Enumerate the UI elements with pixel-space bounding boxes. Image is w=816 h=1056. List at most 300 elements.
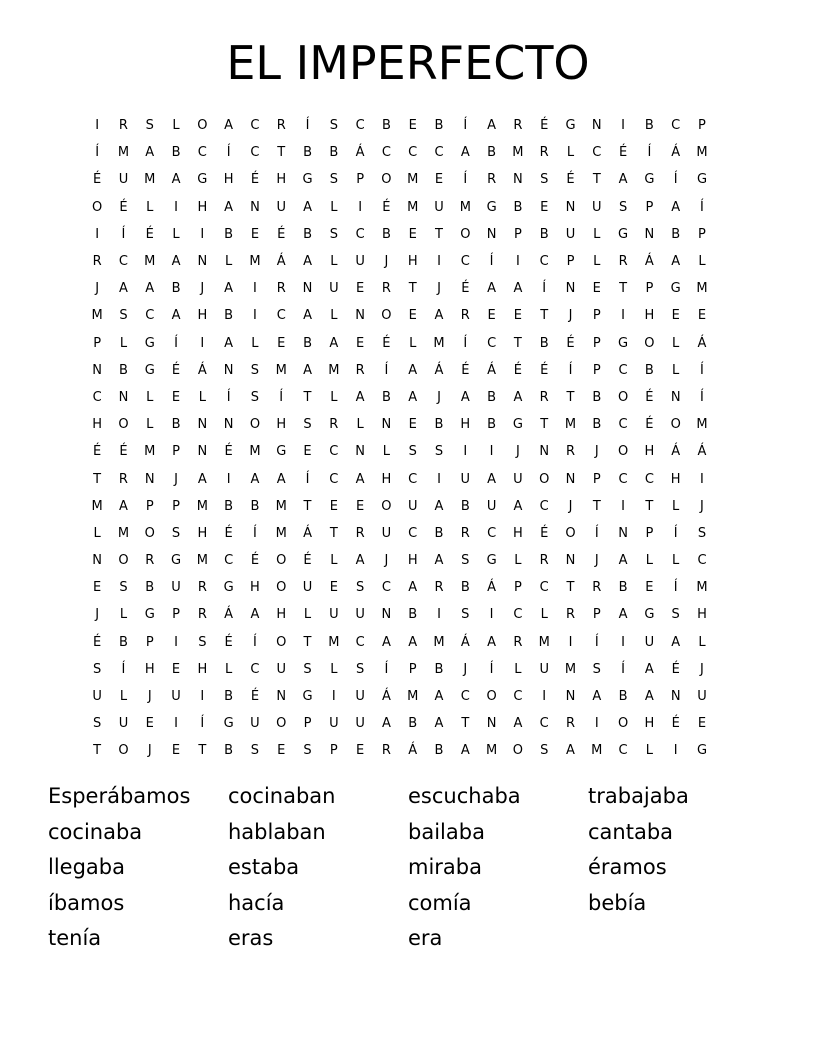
grid-letter: G [618,335,629,351]
word-bank-item: comía [408,890,472,915]
grid-letter: P [645,199,654,215]
grid-letter: Á [487,362,497,378]
grid-letter: O [92,199,103,215]
grid-letter: A [671,199,681,215]
grid-letter: E [250,226,260,242]
grid-letter: H [197,661,208,677]
grid-letter: O [276,580,287,596]
grid-letter: A [408,634,418,650]
grid-letter: É [671,716,680,732]
grid-letter: L [593,226,601,242]
grid-letter: L [645,553,653,569]
grid-letter: R [329,417,339,433]
grid-letter: G [144,335,155,351]
grid-letter: U [355,689,365,705]
grid-letter: A [224,281,234,297]
grid-letter: É [566,172,575,188]
grid-letter: P [698,226,706,242]
grid-letter: M [196,498,208,514]
grid-letter: A [513,389,523,405]
grid-letter: U [381,525,392,541]
grid-letter: G [223,716,234,732]
grid-letter: A [513,281,523,297]
word-bank-item: era [408,926,443,950]
grid-letter: C [408,145,418,161]
grid-letter: A [671,254,681,270]
grid-letter: M [407,199,419,215]
grid-letter: L [198,389,206,405]
grid-letter: E [93,580,102,596]
grid-letter: I [621,308,625,324]
grid-letter: H [407,553,418,569]
grid-letter: L [698,254,706,270]
grid-letter: G [144,362,155,378]
grid-letter: A [171,172,181,188]
grid-letter: P [698,118,706,134]
grid-letter: O [118,743,129,759]
grid-letter: A [224,199,234,215]
grid-letter: É [513,362,522,378]
grid-row [84,357,736,384]
grid-letter: C [460,689,470,705]
grid-letter: Á [671,444,681,460]
grid-letter: É [382,335,391,351]
grid-letter: N [486,226,497,242]
grid-letter: C [592,145,602,161]
grid-letter: C [539,498,549,514]
grid-row [84,302,736,329]
grid-letter: A [408,362,418,378]
grid-letter: M [696,580,708,596]
grid-letter: Í [95,145,100,161]
grid-letter: J [384,553,389,569]
grid-letter: A [171,254,181,270]
grid-letter: S [434,444,444,460]
grid-letter: M [591,743,603,759]
grid-letter: S [697,525,707,541]
grid-row [84,112,736,139]
grid-letter: N [381,607,392,623]
grid-letter: H [276,172,287,188]
grid-letter: T [329,525,338,541]
grid-letter: I [437,471,441,487]
grid-letter: N [565,553,576,569]
grid-letter: A [487,281,497,297]
grid-letter: O [486,689,497,705]
grid-letter: L [146,417,154,433]
grid-letter: A [355,471,365,487]
grid-letter: G [144,607,155,623]
grid-letter: G [696,172,708,188]
grid-letter: M [249,444,261,460]
grid-letter: I [174,634,178,650]
grid-letter: H [144,661,155,677]
grid-letter: C [355,634,365,650]
grid-letter: R [565,716,576,732]
grid-letter: M [696,281,708,297]
grid-letter: N [670,389,681,405]
grid-letter: Á [644,254,654,270]
grid-row [84,737,736,764]
grid-letter: C [644,471,654,487]
grid-letter: B [381,226,391,242]
grid-letter: B [381,118,391,134]
grid-letter: E [356,498,365,514]
grid-letter: M [249,254,261,270]
grid-letter: N [355,444,365,460]
grid-letter: É [224,634,233,650]
grid-letter: M [117,145,130,161]
grid-letter: L [672,498,680,514]
grid-letter: J [594,444,599,460]
grid-letter: T [592,498,601,514]
grid-letter: R [539,145,549,161]
grid-letter: A [460,389,470,405]
grid-letter: A [197,471,207,487]
grid-letter: R [197,607,207,623]
grid-row [84,248,736,275]
grid-letter: O [381,172,392,188]
grid-letter: É [540,118,549,134]
grid-letter: B [460,498,470,514]
grid-letter: J [437,389,441,405]
grid-letter: U [460,471,471,487]
grid-letter: I [200,689,205,705]
grid-letter: M [407,172,419,188]
grid-letter: R [381,281,391,297]
grid-letter: G [644,172,655,188]
grid-letter: É [277,226,286,242]
grid-letter: É [93,634,102,650]
grid-letter: U [329,281,339,297]
grid-letter: É [250,553,260,569]
grid-letter: L [672,553,680,569]
grid-letter: O [249,417,261,433]
grid-letter: L [119,689,128,705]
grid-letter: L [382,444,391,460]
grid-letter: J [95,281,100,297]
grid-letter: L [356,417,364,433]
grid-letter: A [224,118,234,134]
grid-letter: R [592,580,602,596]
grid-letter: M [564,661,577,677]
grid-letter: U [539,661,549,677]
grid-letter: É [645,417,654,433]
grid-letter: J [700,661,704,677]
grid-letter: S [408,444,417,460]
grid-letter: E [408,417,417,433]
word-bank-item: éramos [588,855,667,879]
grid-letter: N [92,553,103,569]
word-bank-item: cocinaban [228,784,336,808]
grid-letter: S [461,607,470,623]
grid-letter: C [329,444,339,460]
grid-letter: A [355,553,365,569]
grid-letter: R [276,281,286,297]
grid-letter: E [356,335,365,351]
grid-row [84,574,736,601]
grid-letter: N [197,417,208,433]
grid-letter: É [540,362,549,378]
grid-letter: L [93,525,101,541]
grid-letter: L [303,607,312,623]
grid-letter: E [277,335,286,351]
grid-letter: O [276,716,287,732]
grid-letter: B [618,689,628,705]
grid-letter: H [223,172,234,188]
grid-letter: U [171,689,181,705]
grid-letter: Í [568,362,573,378]
grid-letter: P [93,335,102,351]
grid-row [84,166,736,193]
grid-letter: Á [487,580,497,596]
grid-letter: P [356,172,365,188]
grid-letter: H [197,525,208,541]
grid-letter: A [618,172,628,188]
grid-letter: A [381,716,391,732]
grid-letter: E [303,444,312,460]
grid-letter: T [513,335,522,351]
grid-letter: R [539,553,549,569]
grid-letter: Á [355,145,365,161]
grid-letter: B [592,389,602,405]
grid-letter: C [618,417,628,433]
grid-letter: E [697,716,707,732]
grid-letter: E [171,743,181,759]
grid-letter: E [356,743,365,759]
grid-letter: S [461,553,470,569]
grid-letter: N [513,172,523,188]
grid-letter: M [91,308,103,324]
grid-letter: Í [594,634,599,650]
grid-letter: G [486,199,497,215]
grid-letter: P [592,308,601,324]
grid-letter: C [250,661,260,677]
grid-letter: S [540,743,549,759]
grid-letter: T [303,389,312,405]
grid-letter: P [592,607,601,623]
grid-letter: A [303,254,312,270]
grid-letter: L [645,743,653,759]
grid-letter: E [645,580,654,596]
grid-letter: O [118,553,129,569]
grid-letter: Á [381,689,391,705]
grid-letter: E [592,281,601,297]
grid-letter: Í [253,634,257,650]
grid-letter: R [539,389,549,405]
grid-letter: U [302,580,313,596]
grid-letter: Í [700,362,704,378]
grid-letter: Á [460,634,470,650]
grid-letter: É [618,145,628,161]
grid-letter: C [250,145,260,161]
grid-letter: O [381,498,392,514]
grid-letter: G [197,172,208,188]
grid-letter: Á [434,362,444,378]
grid-letter: A [487,634,497,650]
grid-letter: R [381,743,391,759]
grid-letter: I [463,444,468,460]
grid-letter: G [171,553,182,569]
grid-letter: R [487,172,497,188]
grid-letter: B [671,226,681,242]
grid-letter: Í [700,389,704,405]
grid-letter: E [513,308,522,324]
grid-letter: U [355,607,365,623]
grid-letter: S [303,417,312,433]
word-bank-item: íbamos [48,890,125,915]
grid-letter: L [330,389,338,405]
word-bank-item: hacía [228,890,285,915]
grid-letter: U [486,498,497,514]
grid-letter: R [118,118,128,134]
grid-letter: I [95,226,100,242]
grid-letter: E [408,308,417,324]
grid-letter: A [434,689,444,705]
grid-letter: É [250,689,260,705]
grid-letter: E [540,199,549,215]
grid-letter: O [276,553,287,569]
grid-letter: O [565,525,576,541]
grid-letter: R [355,525,365,541]
grid-letter: É [119,199,128,215]
grid-letter: A [171,308,181,324]
grid-letter: L [540,607,548,623]
grid-letter: B [513,199,523,215]
grid-letter: N [302,281,313,297]
grid-row [84,683,736,710]
grid-letter: T [540,308,549,324]
grid-letter: B [329,145,339,161]
grid-letter: C [487,525,497,541]
grid-letter: B [434,661,444,677]
grid-letter: N [565,199,576,215]
grid-letter: A [408,389,418,405]
word-bank-item: estaba [228,855,300,879]
grid-letter: G [618,226,629,242]
grid-letter: S [303,743,312,759]
grid-letter: B [408,716,418,732]
grid-letter: C [539,716,549,732]
grid-letter: E [434,172,444,188]
grid-letter: I [621,118,625,134]
grid-letter: T [619,281,628,297]
grid-letter: J [147,689,152,705]
grid-letter: I [515,254,520,270]
grid-letter: Í [305,471,310,487]
grid-letter: A [250,471,260,487]
grid-letter: M [91,498,103,514]
grid-letter: C [513,689,523,705]
grid-letter: E [697,308,707,324]
grid-letter: G [644,607,655,623]
grid-letter: U [250,716,260,732]
grid-letter: B [171,417,181,433]
grid-letter: P [172,498,180,514]
grid-letter: L [330,553,338,569]
grid-letter: Á [276,254,286,270]
grid-letter: A [145,145,155,161]
grid-letter: Í [305,118,310,134]
grid-letter: S [329,118,338,134]
grid-letter: Á [408,743,418,759]
grid-letter: A [566,743,575,759]
grid-letter: E [671,308,680,324]
grid-letter: G [696,743,708,759]
grid-letter: P [303,716,312,732]
grid-letter: L [698,634,706,650]
grid-letter: B [171,281,181,297]
grid-letter: Í [489,661,494,677]
grid-letter: R [276,118,286,134]
grid-letter: P [645,281,654,297]
grid-letter: R [513,634,523,650]
grid-letter: O [617,444,629,460]
word-bank [48,780,788,958]
grid-letter: L [330,199,338,215]
grid-letter: N [355,308,365,324]
word-bank-item: Esperábamos [48,784,191,808]
grid-letter: I [673,743,678,759]
grid-letter: T [277,145,286,161]
grid-letter: I [174,716,178,732]
grid-letter: A [118,281,128,297]
grid-row [84,384,736,411]
grid-letter: C [276,308,286,324]
grid-letter: C [224,553,234,569]
grid-letter: A [434,308,444,324]
grid-letter: Í [463,118,468,134]
grid-letter: L [146,389,154,405]
grid-letter: A [276,471,286,487]
grid-letter: R [92,254,102,270]
grid-row [84,330,736,357]
grid-letter: B [303,226,312,242]
grid-letter: U [92,689,102,705]
grid-letter: M [485,743,498,759]
grid-letter: H [644,308,655,324]
grid-letter: A [434,553,444,569]
grid-letter: U [407,498,418,514]
grid-letter: R [460,525,470,541]
grid-row [84,411,736,438]
word-bank-item: llegaba [48,855,125,879]
grid-letter: T [303,498,312,514]
grid-letter: B [224,743,234,759]
grid-letter: B [303,145,312,161]
word-bank-item: bailaba [408,819,485,844]
grid-letter: Á [697,444,707,460]
grid-letter: H [92,417,103,433]
grid-letter: M [144,172,156,188]
grid-letter: H [276,607,287,623]
grid-letter: L [119,607,128,623]
grid-letter: M [433,335,445,351]
grid-letter: U [565,226,576,242]
grid-letter: É [461,281,470,297]
grid-letter: U [276,661,286,677]
grid-letter: A [487,118,497,134]
grid-letter: J [594,553,599,569]
grid-letter: U [355,716,365,732]
grid-letter: S [329,172,338,188]
grid-row [84,656,736,683]
grid-letter: I [568,634,573,650]
grid-letter: I [621,498,625,514]
grid-letter: G [223,580,234,596]
grid-letter: U [118,172,129,188]
word-bank-item: eras [228,926,274,950]
